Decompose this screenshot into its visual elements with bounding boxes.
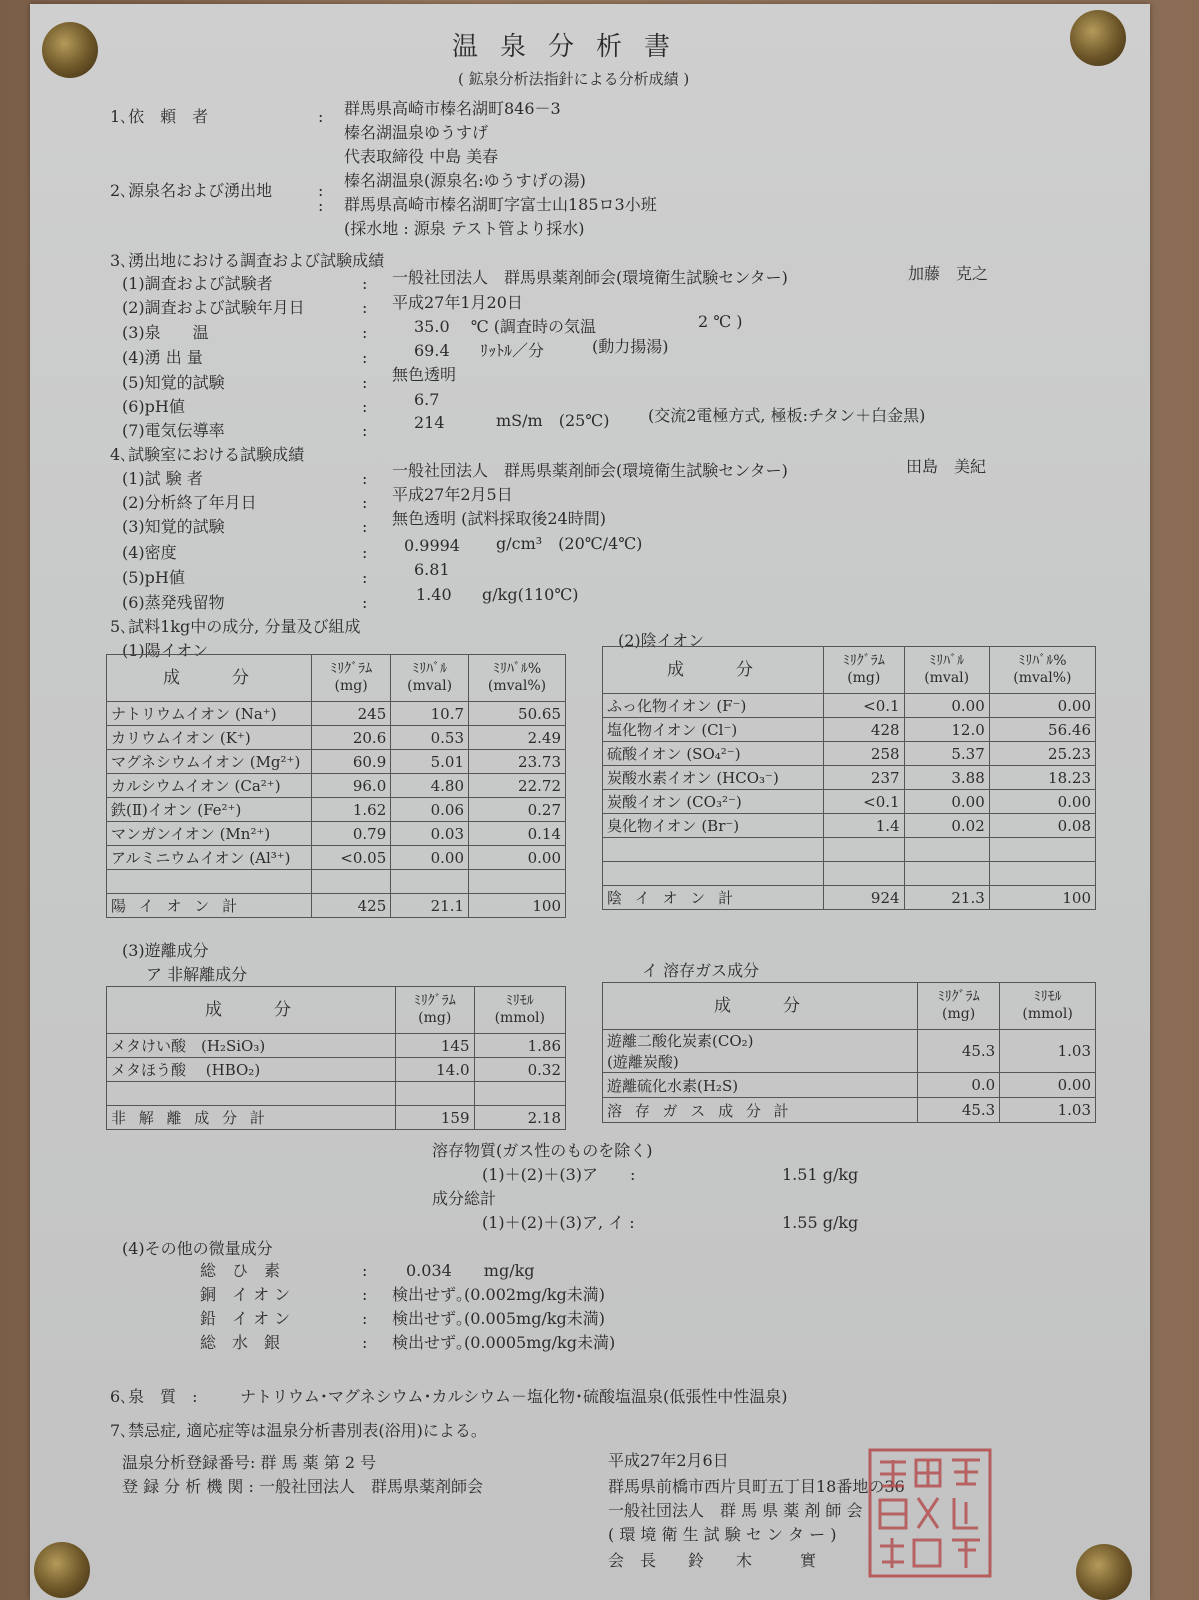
component-name-cell: メタほう酸 (HBO₂) xyxy=(107,1058,396,1082)
value-cell: <0.1 xyxy=(824,694,905,718)
value-cell: 0.00 xyxy=(904,694,989,718)
s2-label: 2､源泉名および湧出地 xyxy=(110,181,273,200)
value-cell: 1.03 xyxy=(1000,1030,1096,1073)
table-row xyxy=(603,1030,1096,1073)
table-header-cell: ﾐﾘﾊﾞﾙ (mval) xyxy=(391,655,469,702)
trace-colon: : xyxy=(362,1261,368,1280)
s2-line: (採水地 : 源泉 テスト管より採水) xyxy=(344,219,585,238)
component-name-cell: 炭酸イオン (CO₃²⁻) xyxy=(603,790,824,814)
trace-colon: : xyxy=(362,1309,368,1328)
issue-date: 平成27年2月6日 xyxy=(608,1451,729,1470)
table-header-cell: ﾐﾘﾓﾙ (mmol) xyxy=(474,987,565,1034)
value-cell: 21.3 xyxy=(904,886,989,910)
issuer-head: 会 長 鈴 木 實 xyxy=(608,1551,817,1570)
value-cell: 0.53 xyxy=(391,726,469,750)
colon: : xyxy=(362,421,368,440)
official-seal xyxy=(866,1446,994,1580)
value-cell xyxy=(474,1082,565,1106)
table-row xyxy=(603,862,1096,886)
s3-item-extra: (交流2電極方式, 極板:チタン＋白金黒) xyxy=(648,406,926,425)
cation-table xyxy=(106,654,566,918)
s7-text: 7､禁忌症, 適応症等は温泉分析書別表(浴用)による｡ xyxy=(110,1421,479,1440)
s4-item-unit: g/kg(110℃) xyxy=(482,585,579,604)
s3-item-value: 6.7 xyxy=(414,390,440,409)
colon: : xyxy=(362,298,368,317)
value-cell xyxy=(989,838,1095,862)
component-name-cell: アルミニウムイオン (Al³⁺) xyxy=(107,846,312,870)
table-header-cell: ﾐﾘｸﾞﾗﾑ (mg) xyxy=(918,983,1000,1030)
s3-item-unit: ﾘｯﾄﾙ／分 xyxy=(480,341,545,360)
value-cell: 21.1 xyxy=(391,894,469,918)
value-cell: 5.01 xyxy=(391,750,469,774)
value-cell: 100 xyxy=(469,894,566,918)
component-name-cell: 臭化物イオン (Br⁻) xyxy=(603,814,824,838)
screw-icon xyxy=(1070,10,1126,66)
table-header-cell: 成 分 xyxy=(107,987,396,1034)
trace-name: 鉛 イ オ ン xyxy=(200,1309,291,1328)
value-cell: 1.03 xyxy=(1000,1098,1096,1123)
value-cell xyxy=(989,862,1095,886)
trace-value: 検出せず｡(0.005mg/kg未満) xyxy=(392,1309,606,1328)
s3-item-extra: (動力揚湯) xyxy=(592,337,669,356)
table-row xyxy=(603,718,1096,742)
value-cell: 237 xyxy=(824,766,905,790)
value-cell xyxy=(824,862,905,886)
cation-title: (1)陽イオン xyxy=(122,641,209,660)
value-cell: 0.32 xyxy=(474,1058,565,1082)
s4-item-value: 0.9994 xyxy=(404,536,460,555)
dissolved-value: 1.51 g/kg xyxy=(782,1165,859,1184)
value-cell: 96.0 xyxy=(312,774,391,798)
table-row xyxy=(107,726,566,750)
anion-table xyxy=(602,646,1096,910)
s3-item-label: (5)知覚的試験 xyxy=(122,373,225,392)
trace-value: 検出せず｡(0.0005mg/kg未満) xyxy=(392,1333,616,1352)
table-row xyxy=(107,822,566,846)
component-name-cell: 塩化物イオン (Cl⁻) xyxy=(603,718,824,742)
s4-item-label: (4)密度 xyxy=(122,543,177,562)
total-formula: (1)＋(2)＋(3)ア, イ : xyxy=(482,1213,635,1232)
value-cell: 5.37 xyxy=(904,742,989,766)
colon: : xyxy=(362,493,368,512)
screw-icon xyxy=(1076,1544,1132,1600)
s4-item-label: (5)pH値 xyxy=(122,568,185,587)
value-cell: <0.05 xyxy=(312,846,391,870)
table-row xyxy=(603,766,1096,790)
component-name-cell: カルシウムイオン (Ca²⁺) xyxy=(107,774,312,798)
value-cell: 145 xyxy=(396,1034,475,1058)
s1-line: 群馬県高崎市榛名湖町846－3 xyxy=(344,99,561,118)
table-header-cell: ﾐﾘｸﾞﾗﾑ (mg) xyxy=(312,655,391,702)
trace-colon: : xyxy=(362,1333,368,1352)
value-cell: 0.00 xyxy=(469,846,566,870)
value-cell xyxy=(469,870,566,894)
component-name-cell: 溶 存 ガ ス 成 分 計 xyxy=(603,1098,918,1123)
component-name-cell: メタけい酸 (H₂SiO₃) xyxy=(107,1034,396,1058)
s4-item-label: (1)試 験 者 xyxy=(122,469,203,488)
colon: : xyxy=(362,323,368,342)
value-cell: 2.18 xyxy=(474,1106,565,1130)
value-cell: 258 xyxy=(824,742,905,766)
screw-icon xyxy=(34,1542,90,1598)
table-row xyxy=(107,870,566,894)
table-header-cell: 成 分 xyxy=(603,983,918,1030)
component-name-cell xyxy=(603,838,824,862)
colon: : xyxy=(362,469,368,488)
table-row xyxy=(107,846,566,870)
value-cell: 60.9 xyxy=(312,750,391,774)
table-total-row xyxy=(603,886,1096,910)
trace-name: 総 水 銀 xyxy=(200,1333,281,1352)
table-header-cell: 成 分 xyxy=(107,655,312,702)
component-name-cell: 非 解 離 成 分 計 xyxy=(107,1106,396,1130)
s3-item-label: (3)泉 温 xyxy=(122,323,209,342)
value-cell: 0.00 xyxy=(904,790,989,814)
component-name-cell: 硫酸イオン (SO₄²⁻) xyxy=(603,742,824,766)
value-cell: 0.06 xyxy=(391,798,469,822)
colon: : xyxy=(362,593,368,612)
table-row xyxy=(107,798,566,822)
s4-item-unit: g/cm³ (20℃/4℃) xyxy=(496,534,643,553)
value-cell xyxy=(391,870,469,894)
s4-item-extra: 田島 美紀 xyxy=(906,457,987,476)
nondiss-title: ア 非解離成分 xyxy=(146,965,248,984)
issuer-center: ( 環 境 衛 生 試 験 セ ン タ ー ) xyxy=(608,1525,837,1544)
trace-value: 検出せず｡(0.002mg/kg未満) xyxy=(392,1285,606,1304)
value-cell: 50.65 xyxy=(469,702,566,726)
s3-item-extra: 加藤 克之 xyxy=(908,264,989,283)
table-row xyxy=(603,1073,1096,1098)
component-name-cell xyxy=(107,870,312,894)
component-name-cell: マグネシウムイオン (Mg²⁺) xyxy=(107,750,312,774)
value-cell: 0.03 xyxy=(391,822,469,846)
dissolved-formula: (1)＋(2)＋(3)ア : xyxy=(482,1165,636,1184)
s3-item-label: (6)pH値 xyxy=(122,397,185,416)
table-header-cell: ﾐﾘﾊﾞﾙ (mval) xyxy=(904,647,989,694)
colon: : xyxy=(362,543,368,562)
value-cell: <0.1 xyxy=(824,790,905,814)
value-cell: 1.86 xyxy=(474,1034,565,1058)
value-cell: 56.46 xyxy=(989,718,1095,742)
reg-no: 温泉分析登録番号: 群 馬 薬 第 2 号 xyxy=(122,1453,377,1472)
value-cell: 3.88 xyxy=(904,766,989,790)
value-cell: 4.80 xyxy=(391,774,469,798)
anion-title: (2)陰イオン xyxy=(618,631,705,650)
reg-org: 登 録 分 析 機 関 : 一般社団法人 群馬県薬剤師会 xyxy=(122,1477,483,1496)
component-name-cell: 遊離二酸化炭素(CO₂) (遊離炭酸) xyxy=(603,1030,918,1073)
value-cell: 100 xyxy=(989,886,1095,910)
table-header-cell: ﾐﾘｸﾞﾗﾑ (mg) xyxy=(824,647,905,694)
component-name-cell: 炭酸水素イオン (HCO₃⁻) xyxy=(603,766,824,790)
component-name-cell: 鉄(Ⅱ)イオン (Fe²⁺) xyxy=(107,798,312,822)
trace-name: 銅 イ オ ン xyxy=(200,1285,291,1304)
component-name-cell: ふっ化物イオン (F⁻) xyxy=(603,694,824,718)
value-cell: 25.23 xyxy=(989,742,1095,766)
value-cell: 22.72 xyxy=(469,774,566,798)
value-cell: 0.0 xyxy=(918,1073,1000,1098)
colon: : xyxy=(362,397,368,416)
component-name-cell: 陰 イ オ ン 計 xyxy=(603,886,824,910)
s3-item-value: 69.4 xyxy=(414,341,450,360)
table-total-row xyxy=(107,894,566,918)
s3-item-unit: mS/m (25℃) xyxy=(496,411,610,430)
value-cell xyxy=(824,838,905,862)
value-cell: 14.0 xyxy=(396,1058,475,1082)
value-cell: 2.49 xyxy=(469,726,566,750)
table-row xyxy=(603,742,1096,766)
trace-colon: : xyxy=(362,1285,368,1304)
value-cell xyxy=(904,862,989,886)
value-cell: 1.62 xyxy=(312,798,391,822)
table-header-cell: ﾐﾘﾓﾙ (mmol) xyxy=(1000,983,1096,1030)
free-title: (3)遊離成分 xyxy=(122,941,209,960)
table-total-row xyxy=(107,1106,566,1130)
component-name-cell xyxy=(107,1082,396,1106)
s1-label: 1､依 頼 者 xyxy=(110,107,209,126)
s4-item-value: 1.40 xyxy=(416,585,452,604)
s3-item-extra: 2 ℃ ) xyxy=(698,312,743,331)
s3-item-label: (7)電気伝導率 xyxy=(122,421,225,440)
value-cell: 23.73 xyxy=(469,750,566,774)
value-cell: 425 xyxy=(312,894,391,918)
colon: : xyxy=(362,517,368,536)
value-cell xyxy=(904,838,989,862)
table-row xyxy=(107,702,566,726)
value-cell: 1.4 xyxy=(824,814,905,838)
table-row xyxy=(107,1058,566,1082)
component-name-cell: カリウムイオン (K⁺) xyxy=(107,726,312,750)
colon: : xyxy=(362,568,368,587)
nondiss-table xyxy=(106,986,566,1130)
value-cell: 0.00 xyxy=(391,846,469,870)
s3-item-value: 214 xyxy=(414,413,445,432)
s6-label: 6､泉 質 : xyxy=(110,1387,198,1406)
value-cell: 159 xyxy=(396,1106,475,1130)
table-header-cell: 成 分 xyxy=(603,647,824,694)
table-total-row xyxy=(603,1098,1096,1123)
component-name-cell xyxy=(603,862,824,886)
document-sheet xyxy=(30,4,1150,1600)
dissolved-label: 溶存物質(ガス性のものを除く) xyxy=(432,1141,653,1160)
s4-item-value: 無色透明 (試料採取後24時間) xyxy=(392,509,606,528)
s3-item-label: (4)湧 出 量 xyxy=(122,348,203,367)
s4-item-value: 平成27年2月5日 xyxy=(392,485,513,504)
table-row xyxy=(603,814,1096,838)
value-cell: 0.79 xyxy=(312,822,391,846)
table-row xyxy=(107,1034,566,1058)
component-name-cell: ナトリウムイオン (Na⁺) xyxy=(107,702,312,726)
s4-heading: 4､試験室における試験成績 xyxy=(110,445,305,464)
trace-name: 総 ひ 素 xyxy=(200,1261,281,1280)
screw-icon xyxy=(42,22,98,78)
value-cell xyxy=(396,1082,475,1106)
value-cell: 45.3 xyxy=(918,1098,1000,1123)
s3-item-label: (1)調査および試験者 xyxy=(122,274,273,293)
total-value: 1.55 g/kg xyxy=(782,1213,859,1232)
component-name-cell: 陽 イ オ ン 計 xyxy=(107,894,312,918)
s3-heading: 3､湧出地における調査および試験成績 xyxy=(110,251,385,270)
s3-item-value: 平成27年1月20日 xyxy=(392,293,523,312)
colon: : xyxy=(362,348,368,367)
s1-line: 榛名湖温泉ゆうすげ xyxy=(344,123,489,142)
value-cell: 0.27 xyxy=(469,798,566,822)
value-cell: 0.00 xyxy=(1000,1073,1096,1098)
component-name-cell: マンガンイオン (Mn²⁺) xyxy=(107,822,312,846)
table-row xyxy=(603,790,1096,814)
issuer-org: 一般社団法人 群 馬 県 薬 剤 師 会 xyxy=(608,1501,863,1520)
s3-item-value: 無色透明 xyxy=(392,365,457,384)
table-row xyxy=(107,774,566,798)
s2-line: 榛名湖温泉(源泉名:ゆうすげの湯) xyxy=(344,171,586,190)
s4-item-label: (2)分析終了年月日 xyxy=(122,493,257,512)
gas-table xyxy=(602,982,1096,1123)
issuer-address: 群馬県前橋市西片貝町五丁目18番地の36 xyxy=(608,1477,905,1496)
total-label: 成分総計 xyxy=(432,1189,497,1208)
table-header-cell: ﾐﾘﾊﾞﾙ% (mval%) xyxy=(989,647,1095,694)
table-header-cell: ﾐﾘﾊﾞﾙ% (mval%) xyxy=(469,655,566,702)
s4-item-value: 6.81 xyxy=(414,560,450,579)
value-cell: 45.3 xyxy=(918,1030,1000,1073)
value-cell: 0.02 xyxy=(904,814,989,838)
value-cell: 924 xyxy=(824,886,905,910)
value-cell: 0.00 xyxy=(989,694,1095,718)
value-cell: 245 xyxy=(312,702,391,726)
s2-line: 群馬県高崎市榛名湖町字富士山185ロ3小班 xyxy=(344,195,657,214)
s2-colon: : xyxy=(318,196,324,215)
document-title: 温泉分析書 xyxy=(452,32,693,62)
component-name-cell: 遊離硫化水素(H₂S) xyxy=(603,1073,918,1098)
s4-item-label: (3)知覚的試験 xyxy=(122,517,225,536)
s5-heading: 5､試料1kg中の成分, 分量及び組成 xyxy=(110,617,361,636)
s4-item-value: 一般社団法人 群馬県薬剤師会(環境衛生試験センター) xyxy=(392,461,788,480)
colon: : xyxy=(362,274,368,293)
gas-title: イ 溶存ガス成分 xyxy=(642,961,760,980)
table-row xyxy=(107,1082,566,1106)
trace-value: 0.034 mg/kg xyxy=(406,1261,535,1280)
s6-value: ナトリウム･マグネシウム･カルシウム－塩化物･硫酸塩温泉(低張性中性温泉) xyxy=(240,1387,788,1406)
table-row xyxy=(603,838,1096,862)
value-cell: 18.23 xyxy=(989,766,1095,790)
value-cell: 0.08 xyxy=(989,814,1095,838)
s3-item-label: (2)調査および試験年月日 xyxy=(122,298,305,317)
s3-item-value: 一般社団法人 群馬県薬剤師会(環境衛生試験センター) xyxy=(392,268,788,287)
value-cell: 20.6 xyxy=(312,726,391,750)
value-cell: 0.14 xyxy=(469,822,566,846)
value-cell xyxy=(312,870,391,894)
value-cell: 12.0 xyxy=(904,718,989,742)
s3-item-value: 35.0 ℃ (調査時の気温 xyxy=(414,317,596,336)
s2-colon: : xyxy=(318,181,324,200)
document-subtitle: ( 鉱泉分析法指針による分析成績 ) xyxy=(458,70,690,88)
value-cell: 428 xyxy=(824,718,905,742)
colon: : xyxy=(362,373,368,392)
table-header-cell: ﾐﾘｸﾞﾗﾑ (mg) xyxy=(396,987,475,1034)
trace-title: (4)その他の微量成分 xyxy=(122,1239,273,1258)
table-row xyxy=(603,694,1096,718)
value-cell: 0.00 xyxy=(989,790,1095,814)
s1-colon: : xyxy=(318,107,324,126)
s4-item-label: (6)蒸発残留物 xyxy=(122,593,225,612)
s1-line: 代表取締役 中島 美春 xyxy=(344,147,499,166)
table-row xyxy=(107,750,566,774)
value-cell: 10.7 xyxy=(391,702,469,726)
